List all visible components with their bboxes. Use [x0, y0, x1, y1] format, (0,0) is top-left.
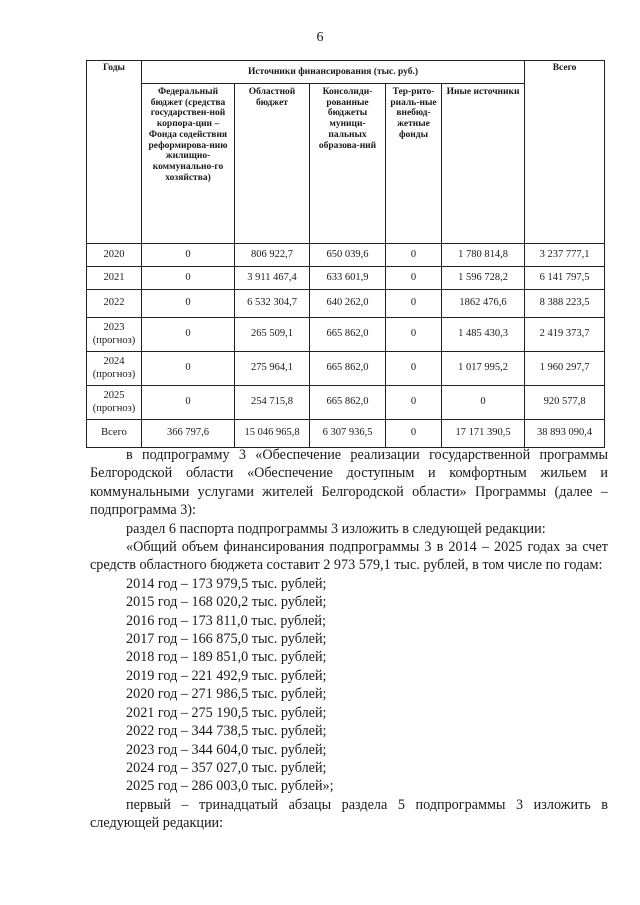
cell-regional: 275 964,1	[235, 352, 310, 386]
cell-municipal: 640 262,0	[310, 290, 386, 318]
cell-year: 2020	[87, 244, 142, 267]
cell-other: 17 171 390,5	[442, 420, 525, 448]
cell-federal: 0	[142, 244, 235, 267]
table-row	[87, 290, 605, 318]
cell-other: 1 596 728,2	[442, 267, 525, 290]
cell-total: 920 577,8	[525, 386, 605, 420]
header-federal: Федеральный бюджет (средства государствен-ной корпора-ции – Фонда содействия реформирова-нию жилищно-коммунально-го хозяйства)	[142, 84, 235, 244]
year-amount-line: 2024 год – 357 027,0 тыс. рублей;	[126, 759, 327, 776]
cell-municipal: 665 862,0	[310, 352, 386, 386]
cell-federal: 0	[142, 267, 235, 290]
cell-territorial: 0	[386, 386, 442, 420]
document-body	[90, 446, 608, 833]
cell-municipal: 650 039,6	[310, 244, 386, 267]
year-amount-line: 2021 год – 275 190,5 тыс. рублей;	[126, 704, 327, 721]
cell-municipal: 6 307 936,5	[310, 420, 386, 448]
header-years: Годы	[87, 61, 142, 244]
cell-territorial: 0	[386, 318, 442, 352]
header-territorial: Тер-рито-риаль-ные внебюд-жетные фонды	[386, 84, 442, 244]
header-regional: Областной бюджет	[235, 84, 310, 244]
page-number: 6	[316, 30, 324, 45]
cell-territorial: 0	[386, 244, 442, 267]
year-amount-line: 2019 год – 221 492,9 тыс. рублей;	[126, 667, 327, 684]
cell-year: 2025 (прогноз)	[87, 386, 142, 420]
cell-territorial: 0	[386, 352, 442, 386]
cell-total: 1 960 297,7	[525, 352, 605, 386]
header-other: Иные источники	[442, 84, 525, 244]
cell-year: 2021	[87, 267, 142, 290]
table-row	[87, 267, 605, 290]
table-row	[87, 318, 605, 352]
cell-year: 2024 (прогноз)	[87, 352, 142, 386]
financing-table	[86, 60, 605, 448]
paragraph-subprogram-3: в подпрограмму 3 «Обеспечение реализации государственной программы Белгородской области «Обеспечение доступным и комфортным жильем и коммунальными услугами жителей Белгородской области» Программы (далее – подпрограмма 3):	[90, 447, 608, 519]
table-row	[87, 244, 605, 267]
paragraph-section-6: раздел 6 паспорта подпрограммы 3 изложить в следующей редакции:	[126, 520, 546, 537]
cell-regional: 265 509,1	[235, 318, 310, 352]
cell-territorial: 0	[386, 267, 442, 290]
cell-year: 2022	[87, 290, 142, 318]
cell-municipal: 665 862,0	[310, 386, 386, 420]
cell-territorial: 0	[386, 420, 442, 448]
cell-federal: 0	[142, 290, 235, 318]
cell-regional: 254 715,8	[235, 386, 310, 420]
header-sources: Источники финансирования (тыс. руб.)	[142, 61, 525, 84]
cell-other: 1 780 814,8	[442, 244, 525, 267]
paragraph-financing-total: «Общий объем финансирования подпрограммы 3 в 2014 – 2025 годах за счет средств областного бюджета составит 2 973 579,1 тыс. рублей, в том числе по годам:	[90, 539, 608, 574]
cell-federal: 0	[142, 318, 235, 352]
table-row	[87, 386, 605, 420]
cell-federal: 0	[142, 386, 235, 420]
cell-total: 2 419 373,7	[525, 318, 605, 352]
cell-regional: 15 046 965,8	[235, 420, 310, 448]
cell-other: 0	[442, 386, 525, 420]
cell-other: 1862 476,6	[442, 290, 525, 318]
cell-territorial: 0	[386, 290, 442, 318]
cell-total: 8 388 223,5	[525, 290, 605, 318]
year-amount-line: 2014 год – 173 979,5 тыс. рублей;	[126, 575, 327, 592]
header-total: Всего	[525, 61, 605, 244]
cell-regional: 6 532 304,7	[235, 290, 310, 318]
year-amount-line: 2025 год – 286 003,0 тыс. рублей»;	[126, 778, 334, 795]
cell-year: Всего	[87, 420, 142, 448]
cell-federal: 0	[142, 352, 235, 386]
cell-other: 1 485 430,3	[442, 318, 525, 352]
year-amount-line: 2017 год – 166 875,0 тыс. рублей;	[126, 631, 327, 648]
year-amount-line: 2020 год – 271 986,5 тыс. рублей;	[126, 686, 327, 703]
year-amount-line: 2023 год – 344 604,0 тыс. рублей;	[126, 741, 327, 758]
header-municipal: Консолиди-рованные бюджеты муници-пальных образова-ний	[310, 84, 386, 244]
cell-other: 1 017 995,2	[442, 352, 525, 386]
cell-municipal: 633 601,9	[310, 267, 386, 290]
table-row	[87, 352, 605, 386]
year-amount-line: 2018 год – 189 851,0 тыс. рублей;	[126, 649, 327, 666]
year-amount-line: 2016 год – 173 811,0 тыс. рублей;	[126, 612, 326, 629]
cell-regional: 3 911 467,4	[235, 267, 310, 290]
year-amount-line: 2022 год – 344 738,5 тыс. рублей;	[126, 723, 327, 740]
paragraph-section-5: первый – тринадцатый абзацы раздела 5 подпрограммы 3 изложить в следующей редакции:	[90, 796, 608, 832]
table-row	[87, 420, 605, 448]
cell-total: 3 237 777,1	[525, 244, 605, 267]
cell-municipal: 665 862,0	[310, 318, 386, 352]
cell-total: 38 893 090,4	[525, 420, 605, 448]
cell-total: 6 141 797,5	[525, 267, 605, 290]
cell-year: 2023 (прогноз)	[87, 318, 142, 352]
cell-federal: 366 797,6	[142, 420, 235, 448]
cell-regional: 806 922,7	[235, 244, 310, 267]
year-amount-line: 2015 год – 168 020,2 тыс. рублей;	[126, 594, 327, 611]
